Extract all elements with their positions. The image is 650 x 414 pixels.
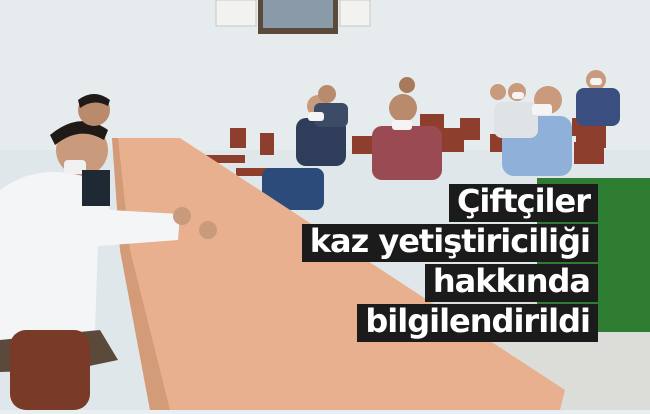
headline-line-3: hakkında (425, 264, 598, 302)
headline-line-2: kaz yetiştiriciliği (302, 224, 598, 262)
news-headline (302, 184, 598, 344)
headline-line-4: bilgilendirildi (357, 304, 598, 342)
headline-line-1: Çiftçiler (449, 184, 598, 222)
